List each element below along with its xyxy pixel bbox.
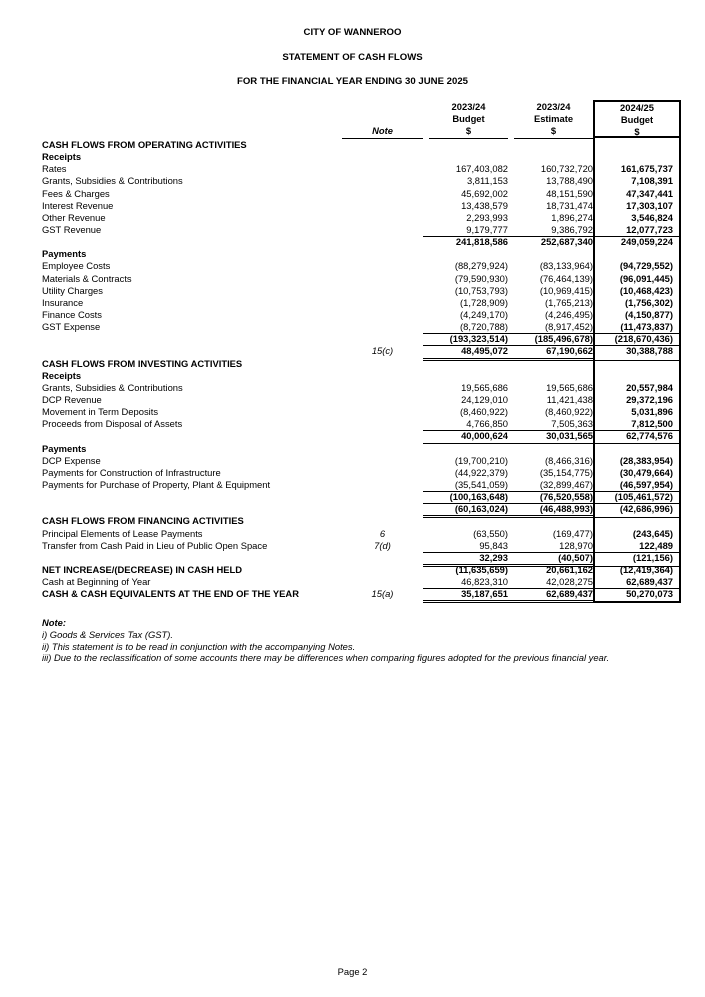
table-row [42,552,681,564]
value-2023-24-estimate: (169,477) [552,527,593,539]
note-ref [342,515,423,527]
row-label: Payments for Construction of Infrastructure [42,466,221,478]
row-label: Payments for Purchase of Property, Plant & Equipment [42,478,271,490]
value-2023-24-estimate: 1,896,274 [551,211,593,223]
value-2023-24-estimate: (1,765,213) [545,296,593,308]
value-2024-25-budget: 62,774,576 [593,430,681,443]
table-row [42,188,681,200]
table-row [42,236,681,248]
note-ref [342,297,423,309]
value-2024-25-budget: 122,489 [593,540,681,553]
value-2023-24-budget: (35,541,059) [423,479,508,492]
value-2024-25-budget: 50,270,073 [626,588,673,600]
table-row [42,333,681,345]
value-2023-24-budget [423,515,508,527]
col-header-line: 2024/25 [620,102,654,113]
table-row [42,309,681,321]
value-2024-25-budget: 47,347,441 [626,187,673,199]
value-2023-24-budget [423,443,508,455]
table-row [42,345,681,357]
value-2024-25-budget: 5,031,896 [631,406,673,418]
note-line: iii) Due to the reclassification of some accounts there may be differences when comparing figures adopted for the previous financial year. [42,652,610,664]
value-2023-24-estimate: 30,031,565 [508,430,593,443]
row-label: Fees & Charges [42,187,110,199]
value-2024-25-budget [593,139,681,151]
value-2023-24-budget: 95,843 [423,540,508,553]
value-2023-24-estimate: (76,520,558) [508,491,593,504]
value-2023-24-budget: (88,279,924) [454,260,508,272]
value-2023-24-estimate [508,248,593,260]
row-label: CASH & CASH EQUIVALENTS AT THE END OF THE YEAR [42,588,299,600]
value-2023-24-estimate: 18,731,474 [546,199,593,211]
table-row [42,285,681,297]
value-2023-24-budget: (60,163,024) [423,503,508,518]
value-2023-24-budget: 241,818,586 [455,236,508,248]
value-2023-24-estimate: 128,970 [508,540,593,553]
note-ref [342,200,423,212]
row-label [42,236,342,248]
col-header-line: Budget [452,113,485,125]
table-row [42,576,681,588]
value-2023-24-estimate [508,443,593,455]
table-row [42,321,681,333]
value-2023-24-budget: 4,766,850 [423,418,508,431]
value-2023-24-estimate: 67,190,662 [508,345,593,360]
value-2023-24-estimate: (46,488,993) [508,503,593,518]
value-2023-24-budget: (8,460,922) [460,406,508,418]
row-label: Other Revenue [42,211,106,223]
value-2024-25-budget: (4,150,877) [625,308,673,320]
value-2024-25-budget: 20,557,984 [626,381,673,393]
note-line: ii) This statement is to be read in conjunction with the accompanying Notes. [42,640,356,652]
value-2024-25-budget [593,248,681,260]
note-ref [342,443,423,455]
value-2023-24-budget: (4,249,170) [460,308,508,320]
row-label: Grants, Subsidies & Contributions [42,381,183,393]
value-2024-25-budget: (30,479,664) [619,466,673,478]
value-2023-24-budget: 3,811,153 [466,175,508,187]
value-2024-25-budget: (243,645) [632,527,673,539]
table-row [42,418,681,430]
value-2023-24-estimate: (10,969,415) [539,284,593,296]
value-2023-24-estimate [508,515,593,527]
value-2023-24-estimate: (76,464,139) [539,272,593,284]
note-ref: 15(a) [371,588,394,600]
value-2023-24-estimate: 13,788,490 [546,175,593,187]
table-row [42,430,681,442]
table-row [42,467,681,479]
table-row [42,139,681,151]
value-2024-25-budget: (42,686,996) [593,503,681,518]
table-row [42,540,681,552]
col-header-line: Estimate [533,113,574,125]
table-row [42,175,681,187]
value-2023-24-budget [423,151,508,163]
value-2023-24-estimate: 20,661,162 [546,563,593,575]
note-ref: 6 [379,527,386,539]
note-ref [342,236,423,248]
value-2023-24-estimate: (8,917,452) [508,321,593,334]
row-label: Employee Costs [42,260,111,272]
row-label: GST Revenue [42,223,102,235]
value-2024-25-budget: 62,689,437 [593,576,681,589]
value-2023-24-estimate: 48,151,590 [546,187,593,199]
note-ref [342,175,423,187]
value-2023-24-estimate: 7,505,363 [508,418,593,431]
value-2023-24-estimate: 160,732,720 [540,163,593,175]
row-label: Principal Elements of Lease Payments [42,527,203,539]
note-ref [342,455,423,467]
row-label: CASH FLOWS FROM INVESTING ACTIVITIES [42,357,243,369]
value-2024-25-budget: 7,108,391 [631,175,673,187]
value-2024-25-budget: 29,372,196 [626,393,673,405]
row-label: Utility Charges [42,284,103,296]
value-2023-24-estimate: 42,028,275 [508,576,593,589]
note-ref [342,285,423,297]
value-2023-24-estimate: (32,899,467) [508,479,593,492]
value-2024-25-budget [593,515,681,527]
table-row [42,406,681,418]
value-2024-25-budget: 3,546,824 [631,211,673,223]
value-2024-25-budget [593,151,681,163]
value-2024-25-budget: (11,473,837) [593,321,681,334]
col-header-line: Budget [620,114,654,126]
note-ref [342,260,423,272]
row-label: Movement in Term Deposits [42,406,159,418]
value-2024-25-budget: (94,729,552) [619,260,673,272]
value-2023-24-budget: (193,323,514) [423,333,508,346]
value-2023-24-estimate [508,139,593,151]
note-ref [342,273,423,285]
value-2023-24-budget: 32,293 [423,552,508,567]
value-2023-24-budget: 48,495,072 [423,345,508,360]
value-2023-24-budget: 19,565,686 [461,381,508,393]
row-label: Cash at Beginning of Year [42,576,151,588]
value-2023-24-budget: (63,550) [473,527,508,539]
doc-period: FOR THE FINANCIAL YEAR ENDING 30 JUNE 2025 [236,76,468,87]
table-row [42,588,681,600]
note-ref [342,163,423,175]
note-ref [342,151,423,163]
cash-flow-table [42,139,681,600]
row-label: Payments [42,442,87,454]
col-header-note: Note [342,124,423,139]
value-2023-24-estimate [508,358,593,370]
row-label: Transfer from Cash Paid in Lieu of Public Open Space [42,539,268,551]
row-label: Materials & Contracts [42,272,132,284]
row-label: CASH FLOWS FROM OPERATING ACTIVITIES [42,139,247,150]
row-label: CASH FLOWS FROM FINANCING ACTIVITIES [42,515,244,527]
table-row [42,479,681,491]
table-row [42,503,681,515]
value-2023-24-budget: 45,692,002 [461,187,508,199]
row-label: NET INCREASE/(DECREASE) IN CASH HELD [42,563,243,575]
note-ref: 15(c) [371,345,394,357]
value-2023-24-estimate: (35,154,775) [539,466,593,478]
note-ref [342,248,423,260]
table-row [42,515,681,527]
value-2023-24-budget: 35,187,651 [423,588,508,603]
table-row [42,455,681,467]
row-label: Proceeds from Disposal of Assets [42,418,183,430]
value-2024-25-budget: (96,091,445) [619,272,673,284]
note-ref: 7(d) [374,539,391,551]
value-2023-24-budget: (1,728,909) [460,296,508,308]
value-2024-25-budget [593,443,681,455]
value-2023-24-estimate: 62,689,437 [508,588,593,603]
value-2024-25-budget: 12,077,723 [593,224,681,237]
value-2023-24-budget [423,248,508,260]
value-2023-24-estimate: (185,496,678) [508,333,593,346]
value-2023-24-budget: 46,823,310 [423,576,508,589]
note-ref [342,139,423,151]
table-row [42,491,681,503]
value-2024-25-budget: 7,812,500 [593,418,681,431]
table-row [42,443,681,455]
table-row [42,260,681,272]
value-2024-25-budget: (28,383,954) [619,454,673,466]
table-row [42,297,681,309]
value-2023-24-budget: 13,438,579 [461,199,508,211]
value-2023-24-estimate: (8,460,922) [545,406,593,418]
value-2023-24-budget: (79,590,930) [454,272,508,284]
doc-title: STATEMENT OF CASH FLOWS [282,52,423,63]
notes-heading: Note: [42,617,66,628]
row-label: Insurance [42,296,84,308]
value-2023-24-budget: 40,000,624 [423,430,508,443]
value-2024-25-budget: 17,303,107 [626,199,673,211]
table-row [42,370,681,382]
value-2024-25-budget: 30,388,788 [593,345,681,360]
row-label: Rates [42,163,67,175]
table-row [42,248,681,260]
value-2023-24-budget: (19,700,210) [454,454,508,466]
value-2023-24-budget: 24,129,010 [461,393,508,405]
value-2024-25-budget: (1,756,302) [625,296,673,308]
row-label: Grants, Subsidies & Contributions [42,175,183,187]
value-2023-24-estimate: (83,133,964) [539,260,593,272]
note-ref [342,467,423,479]
value-2023-24-estimate [508,370,593,382]
row-label: Finance Costs [42,308,102,320]
row-label: DCP Revenue [42,393,102,405]
value-2023-24-budget: 167,403,082 [455,163,508,175]
note-ref [342,212,423,224]
doc-org: CITY OF WANNEROO [303,27,402,38]
value-2023-24-estimate [508,151,593,163]
value-2023-24-estimate: (8,466,316) [545,454,593,466]
value-2023-24-estimate: 19,565,686 [546,381,593,393]
col-header-2023-24-budget [429,101,508,139]
table-row [42,151,681,163]
col-header-line: 2023/24 [451,101,486,112]
table-row [42,163,681,175]
col-header-line: $ [634,126,640,138]
row-label: DCP Expense [42,454,101,466]
table-row [42,224,681,236]
col-header-line: $ [550,125,557,137]
value-2024-25-budget: (46,597,954) [593,479,681,492]
value-2023-24-budget: (10,753,793) [454,284,508,296]
page-number: Page 2 [337,966,368,977]
note-ref [342,370,423,382]
value-2023-24-estimate: 252,687,340 [540,236,593,248]
value-2023-24-estimate: 11,421,438 [546,393,593,405]
value-2023-24-budget: (8,720,788) [423,321,508,334]
table-row [42,394,681,406]
col-header-2024-25-budget [593,102,681,138]
value-2023-24-budget [423,370,508,382]
table-row [42,358,681,370]
value-2024-25-budget [593,370,681,382]
note-ref [342,382,423,394]
table-row [42,382,681,394]
row-label: GST Expense [42,321,101,333]
value-2024-25-budget [593,358,681,370]
value-2024-25-budget: (10,468,423) [619,284,673,296]
value-2024-25-budget: 249,059,224 [620,236,673,248]
notes-section [42,617,609,664]
value-2023-24-budget: 9,179,777 [423,224,508,237]
value-2023-24-estimate: (40,507) [508,552,593,567]
table-row [42,528,681,540]
table-row [42,212,681,224]
row-label: Receipts [42,369,82,381]
value-2024-25-budget: (105,461,572) [593,491,681,504]
note-ref [342,358,423,370]
value-2024-25-budget: (218,670,436) [593,333,681,346]
value-2023-24-budget: 2,293,993 [466,211,508,223]
note-ref [342,394,423,406]
value-2023-24-budget: (44,922,379) [454,466,508,478]
value-2023-24-estimate: (4,246,495) [545,308,593,320]
value-2023-24-budget [423,139,508,151]
col-header-line: 2023/24 [536,101,571,112]
value-2024-25-budget: (121,156) [593,552,681,567]
note-ref [342,309,423,321]
value-2023-24-estimate: 9,386,792 [508,224,593,237]
row-label: Payments [42,248,87,260]
row-label: Interest Revenue [42,199,114,211]
col-header-2023-24-estimate [514,101,593,139]
note-ref [342,188,423,200]
note-ref [342,406,423,418]
row-label: Receipts [42,151,82,163]
table-row [42,200,681,212]
value-2023-24-budget: (11,635,659) [455,563,508,575]
value-2024-25-budget: (12,419,364) [619,563,673,575]
note-ref [342,564,423,576]
value-2024-25-budget: 161,675,737 [620,163,673,175]
table-row [42,564,681,576]
col-header-line: $ [465,125,472,137]
value-2023-24-budget: (100,163,648) [423,491,508,504]
table-row [42,273,681,285]
value-2023-24-budget [423,358,508,370]
note-line: i) Goods & Services Tax (GST). [42,628,173,640]
